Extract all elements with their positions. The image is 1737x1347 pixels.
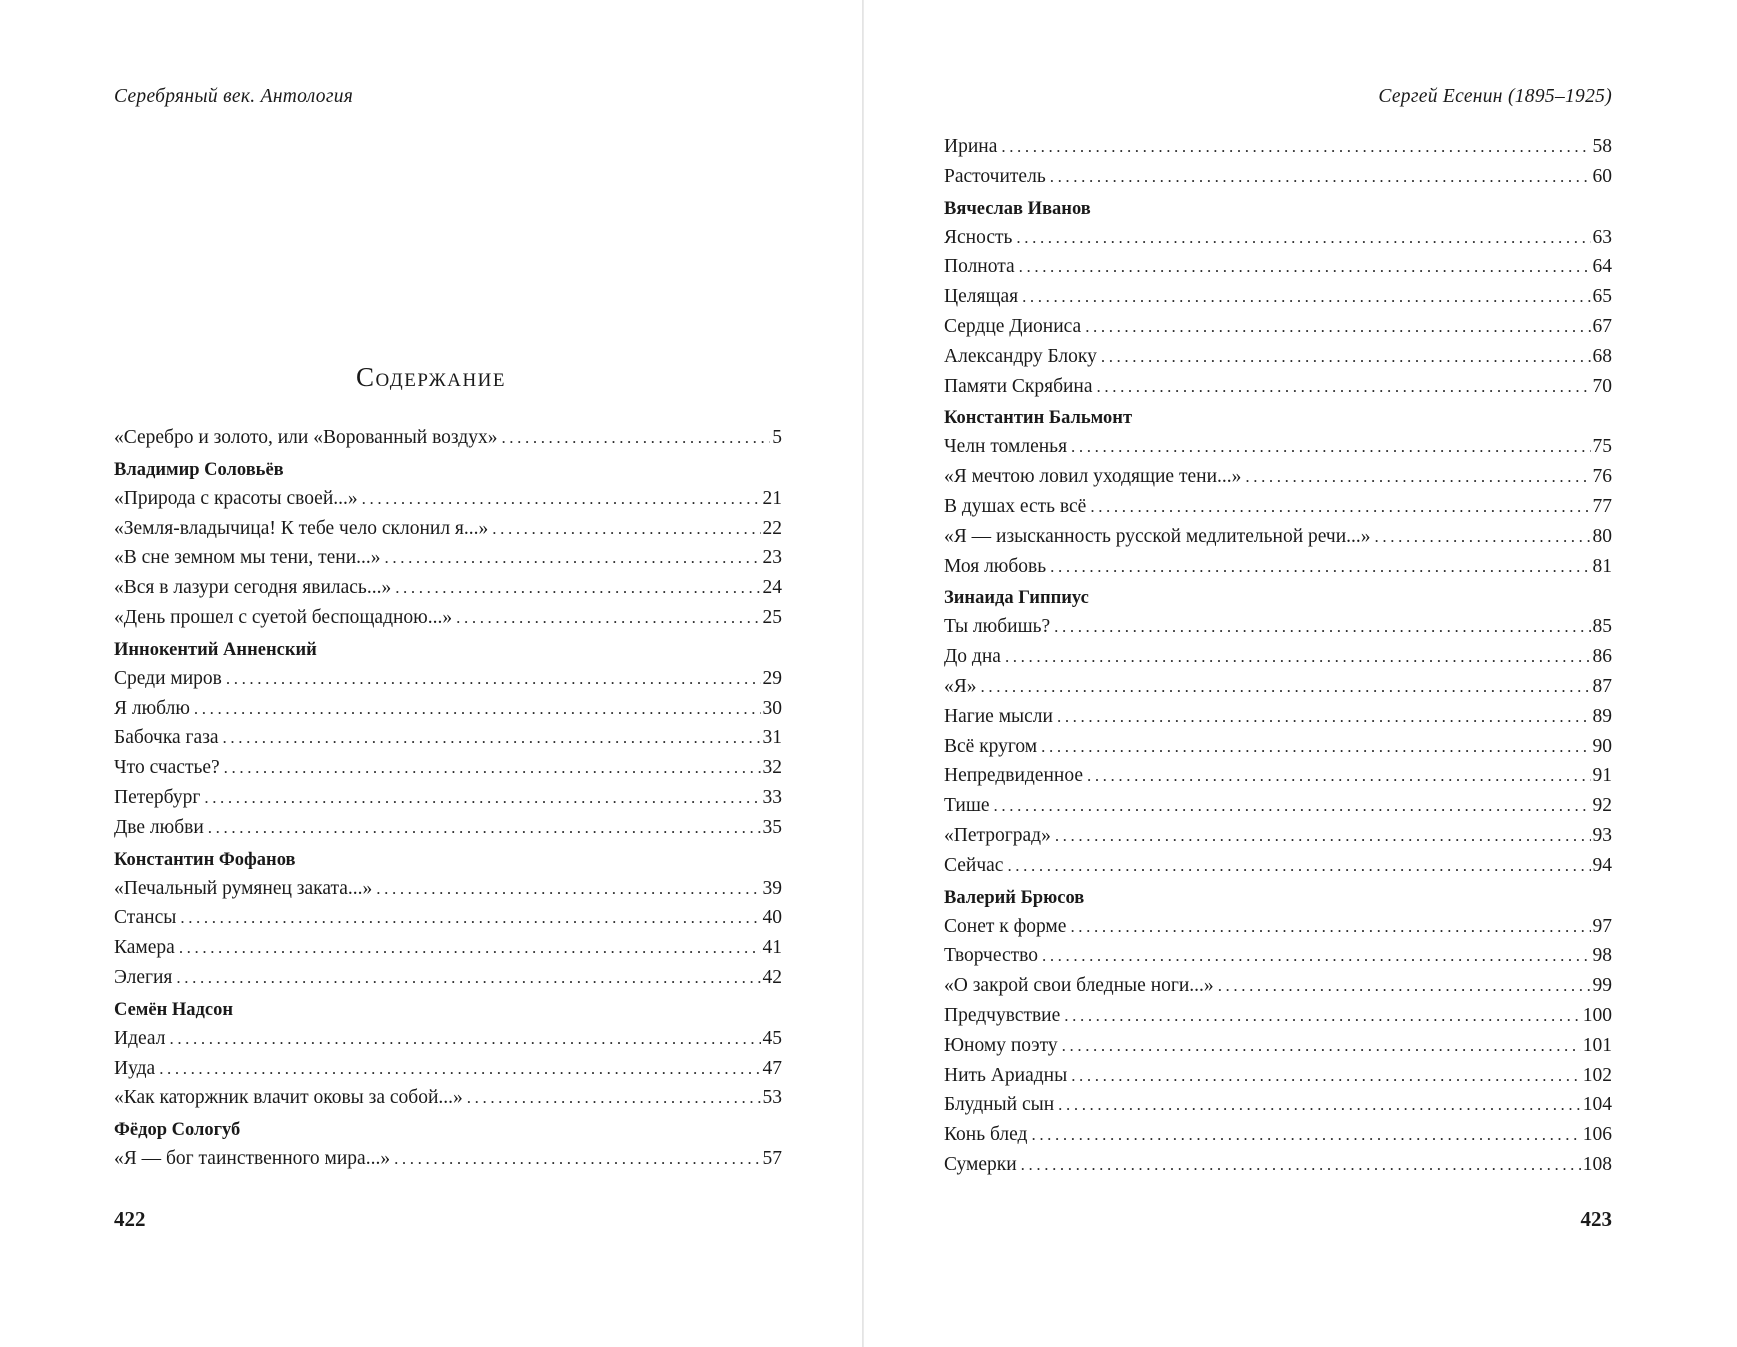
toc-entry-page: 104 <box>1582 1094 1612 1116</box>
dot-leader <box>1005 642 1591 672</box>
dot-leader <box>1071 1061 1581 1091</box>
dot-leader <box>224 753 761 783</box>
dot-leader <box>159 1054 760 1084</box>
toc-author-heading: Фёдор Сологуб <box>114 1120 241 1141</box>
toc-entry-page: 106 <box>1582 1124 1612 1146</box>
toc-entry-page: 33 <box>762 786 782 808</box>
toc-author-heading: Вячеслав Иванов <box>944 198 1091 219</box>
toc-entry[interactable] <box>114 874 782 904</box>
toc-entry[interactable] <box>114 664 782 694</box>
toc-entry-title: «В сне земном мы тени, тени...» <box>114 547 381 569</box>
toc-entry-page: 25 <box>762 606 782 628</box>
toc-entry-page: 45 <box>762 1027 782 1049</box>
toc-entry[interactable] <box>944 552 1612 582</box>
toc-entry-page: 41 <box>762 937 782 959</box>
dot-leader <box>226 664 761 694</box>
toc-entry-page: 77 <box>1592 495 1612 517</box>
toc-entry-page: 92 <box>1592 795 1612 817</box>
dot-leader <box>981 672 1591 702</box>
toc-entry[interactable] <box>114 423 782 453</box>
toc-entry[interactable] <box>944 432 1612 462</box>
toc-entry-title: Что счастье? <box>114 757 220 779</box>
toc-entry[interactable] <box>944 342 1612 372</box>
toc-entry-title: Петербург <box>114 786 201 808</box>
dot-leader <box>176 963 760 993</box>
toc-entry[interactable] <box>114 783 782 813</box>
toc-entry[interactable] <box>944 522 1612 552</box>
dot-leader <box>1245 462 1590 492</box>
toc-entry-page: 53 <box>762 1087 782 1109</box>
toc-entry-page: 65 <box>1592 286 1612 308</box>
toc-entry-title: Блудный сын <box>944 1094 1055 1116</box>
toc-entry[interactable] <box>944 912 1612 942</box>
toc-entry-page: 75 <box>1592 436 1612 458</box>
dot-leader <box>1064 1001 1580 1031</box>
toc-entry-title: Я люблю <box>114 697 190 719</box>
toc-entry[interactable] <box>114 603 782 633</box>
toc-entry-page: 101 <box>1582 1034 1612 1056</box>
toc-entry-page: 40 <box>762 907 782 929</box>
toc-entry-title: Творчество <box>944 945 1038 967</box>
toc-entry[interactable] <box>944 761 1612 791</box>
toc-entry-title: «Природа с красоты своей...» <box>114 487 358 509</box>
dot-leader <box>362 484 761 514</box>
toc-entry-page: 81 <box>1592 555 1612 577</box>
toc-entry-title: Непредвиденное <box>944 765 1083 787</box>
toc-entry[interactable] <box>944 672 1612 702</box>
toc-entry-title: Ирина <box>944 136 998 157</box>
dot-leader <box>1022 282 1590 312</box>
toc-entry-title: Стансы <box>114 907 177 929</box>
toc-entry-page: 87 <box>1592 675 1612 697</box>
toc-list-right <box>944 132 1612 1180</box>
toc-entry-title: Челн томленья <box>944 436 1068 458</box>
toc-entry[interactable] <box>114 1144 782 1174</box>
toc-entry-page: 99 <box>1592 975 1612 997</box>
toc-entry-title: Нагие мысли <box>944 705 1053 727</box>
dot-leader <box>179 933 761 963</box>
page-number-right: 423 <box>1580 1207 1612 1231</box>
toc-entry-page: 94 <box>1592 854 1612 876</box>
toc-entry-page: 5 <box>772 427 782 448</box>
toc-entry-title: Элегия <box>114 966 173 988</box>
dot-leader <box>1101 342 1591 372</box>
toc-entry-title: Сонет к форме <box>944 915 1067 937</box>
toc-entry-title: «Печальный румянец заката...» <box>114 877 373 899</box>
toc-entry-title: Тише <box>944 795 990 817</box>
toc-entry-title: «Серебро и золото, или «Ворованный воздух» <box>114 427 498 448</box>
toc-entry-title: Моя любовь <box>944 555 1047 577</box>
toc-entry[interactable] <box>944 1090 1612 1120</box>
toc-entry[interactable] <box>944 223 1612 253</box>
dot-leader <box>1090 492 1590 522</box>
toc-entry-title: Целящая <box>944 286 1019 308</box>
toc-entry-title: Среди миров <box>114 667 222 689</box>
toc-entry[interactable] <box>944 702 1612 732</box>
right-page <box>864 0 1737 1347</box>
left-page <box>0 0 862 1347</box>
toc-entry-title: Две любви <box>114 816 204 838</box>
toc-entry-page: 70 <box>1592 375 1612 397</box>
toc-entry-page: 58 <box>1592 136 1612 157</box>
dot-leader <box>1050 162 1591 192</box>
toc-entry-title: Предчувствие <box>944 1004 1061 1026</box>
toc-entry[interactable] <box>944 1120 1612 1150</box>
dot-leader <box>223 723 761 753</box>
dot-leader <box>180 903 760 933</box>
toc-entry[interactable] <box>944 162 1612 192</box>
toc-entry-title: Юному поэту <box>944 1034 1058 1056</box>
toc-entry[interactable] <box>944 791 1612 821</box>
dot-leader <box>1031 1120 1580 1150</box>
dot-leader <box>1057 702 1591 732</box>
toc-entry[interactable] <box>944 312 1612 342</box>
toc-entry-page: 31 <box>762 727 782 749</box>
dot-leader <box>492 514 760 544</box>
toc-entry-page: 47 <box>762 1057 782 1079</box>
toc-entry-title: «Я — бог таинственного мира...» <box>114 1148 391 1170</box>
toc-entry-page: 23 <box>762 547 782 569</box>
toc-entry-page: 29 <box>762 667 782 689</box>
toc-entry[interactable] <box>114 1024 782 1054</box>
toc-entry-title: Камера <box>114 937 175 959</box>
toc-entry-title: В душах есть всё <box>944 495 1087 517</box>
dot-leader <box>1007 851 1590 881</box>
dot-leader <box>1085 312 1590 342</box>
toc-entry[interactable] <box>114 933 782 963</box>
dot-leader <box>194 694 761 724</box>
toc-entry-title: До дна <box>944 646 1001 668</box>
dot-leader <box>1375 522 1591 552</box>
toc-entry-title: Конь блед <box>944 1124 1028 1146</box>
dot-leader <box>376 874 760 904</box>
dot-leader <box>394 1144 760 1174</box>
toc-entry[interactable] <box>944 282 1612 312</box>
toc-entry[interactable] <box>944 851 1612 881</box>
toc-entry-title: Нить Ариадны <box>944 1064 1068 1086</box>
toc-entry[interactable] <box>944 252 1612 282</box>
dot-leader <box>1016 223 1590 253</box>
toc-entry-page: 98 <box>1592 945 1612 967</box>
toc-entry-title: Бабочка газа <box>114 727 219 749</box>
dot-leader <box>395 573 760 603</box>
toc-entry-title: «Земля-владычица! К тебе чело склонил я...» <box>114 517 489 539</box>
toc-entry-title: «Я» <box>944 675 977 697</box>
toc-entry-title: «О закрой свои бледные ноги...» <box>944 975 1214 997</box>
toc-entry-title: Полнота <box>944 256 1015 278</box>
toc-entry-title: «Как каторжник влачит оковы за собой...» <box>114 1087 463 1109</box>
toc-entry-page: 89 <box>1592 705 1612 727</box>
toc-entry[interactable] <box>944 1061 1612 1091</box>
running-head-right: Сергей Есенин (1895–1925) <box>1378 86 1612 107</box>
toc-entry[interactable] <box>944 492 1612 522</box>
toc-entry[interactable] <box>944 1001 1612 1031</box>
toc-entry[interactable] <box>944 971 1612 1001</box>
toc-entry[interactable] <box>114 694 782 724</box>
dot-leader <box>1062 1031 1581 1061</box>
toc-author-heading: Семён Надсон <box>114 999 234 1020</box>
toc-entry[interactable] <box>944 132 1612 162</box>
toc-entry-page: 63 <box>1592 226 1612 248</box>
toc-entry[interactable] <box>944 462 1612 492</box>
dot-leader <box>1087 761 1591 791</box>
toc-entry-page: 102 <box>1582 1064 1612 1086</box>
toc-entry-page: 80 <box>1592 525 1612 547</box>
dot-leader <box>1019 252 1591 282</box>
toc-entry-page: 91 <box>1592 765 1612 787</box>
toc-entry[interactable] <box>114 573 782 603</box>
dot-leader <box>994 791 1591 821</box>
toc-entry-page: 97 <box>1592 915 1612 937</box>
toc-entry[interactable] <box>114 963 782 993</box>
toc-entry[interactable] <box>944 1031 1612 1061</box>
toc-entry-page: 32 <box>762 757 782 779</box>
toc-entry-page: 68 <box>1592 345 1612 367</box>
toc-entry-page: 85 <box>1592 616 1612 638</box>
dot-leader <box>1218 971 1591 1001</box>
dot-leader <box>1070 912 1590 942</box>
dot-leader <box>1041 732 1590 762</box>
toc-entry-title: «Я мечтою ловил уходящие тени...» <box>944 466 1242 488</box>
toc-entry-page: 35 <box>762 816 782 838</box>
toc-entry[interactable] <box>944 941 1612 971</box>
dot-leader <box>208 813 761 843</box>
toc-entry-title: «Петроград» <box>944 824 1051 846</box>
dot-leader <box>467 1083 761 1113</box>
toc-entry-page: 42 <box>762 966 782 988</box>
toc-entry[interactable] <box>944 732 1612 762</box>
toc-entry-page: 24 <box>762 577 782 599</box>
toc-entry-title: «Я — изысканность русской медлительной речи...» <box>944 525 1371 547</box>
toc-entry-page: 93 <box>1592 824 1612 846</box>
toc-entry-page: 100 <box>1582 1004 1612 1026</box>
toc-entry[interactable] <box>944 821 1612 851</box>
toc-title: Содержание <box>355 362 507 392</box>
toc-entry[interactable] <box>114 723 782 753</box>
toc-entry-title: Расточитель <box>944 165 1046 187</box>
dot-leader <box>1055 821 1591 851</box>
toc-entry-page: 108 <box>1582 1153 1612 1175</box>
toc-entry-page: 90 <box>1592 735 1612 757</box>
toc-author-heading: Иннокентий Анненский <box>114 639 317 660</box>
toc-author-heading: Константин Бальмонт <box>944 408 1133 429</box>
dot-leader <box>1054 612 1590 642</box>
dot-leader <box>1058 1090 1581 1120</box>
toc-entry-title: Всё кругом <box>944 735 1038 757</box>
toc-entry-page: 21 <box>762 487 782 509</box>
toc-entry-page: 67 <box>1592 315 1612 337</box>
toc-entry-title: Идеал <box>114 1027 166 1049</box>
dot-leader <box>456 603 760 633</box>
toc-author-heading: Валерий Брюсов <box>944 887 1085 908</box>
toc-author-heading: Зинаида Гиппиус <box>944 588 1089 609</box>
dot-leader <box>1021 1150 1581 1180</box>
toc-entry-title: Ясность <box>944 226 1013 248</box>
toc-entry-page: 22 <box>762 517 782 539</box>
dot-leader <box>385 543 761 573</box>
toc-entry[interactable] <box>944 1150 1612 1180</box>
toc-entry-title: Александру Блоку <box>944 345 1097 367</box>
toc-author-heading: Константин Фофанов <box>114 849 296 870</box>
toc-entry-title: Сейчас <box>944 854 1004 876</box>
dot-leader <box>1001 132 1590 162</box>
toc-entry-title: Сердце Диониса <box>944 315 1082 337</box>
toc-entry[interactable] <box>114 484 782 514</box>
toc-entry-page: 86 <box>1592 646 1612 668</box>
toc-entry-page: 60 <box>1592 165 1612 187</box>
dot-leader <box>1042 941 1591 971</box>
toc-entry-page: 57 <box>762 1148 782 1170</box>
running-head-left: Серебряный век. Антология <box>114 86 354 107</box>
toc-entry[interactable] <box>944 372 1612 402</box>
toc-list-left <box>114 423 782 1174</box>
dot-leader <box>1071 432 1590 462</box>
toc-entry[interactable] <box>114 753 782 783</box>
toc-entry[interactable] <box>944 642 1612 672</box>
toc-entry-title: Ты любишь? <box>944 616 1051 638</box>
dot-leader <box>169 1024 760 1054</box>
dot-leader <box>1050 552 1590 582</box>
dot-leader <box>1097 372 1591 402</box>
toc-entry-page: 39 <box>762 877 782 899</box>
toc-entry[interactable] <box>114 543 782 573</box>
toc-entry-title: Памяти Скрябина <box>944 375 1093 397</box>
toc-author-heading: Владимир Соловьёв <box>114 459 284 480</box>
toc-entry[interactable] <box>944 612 1612 642</box>
toc-entry-title: Сумерки <box>944 1153 1017 1175</box>
toc-entry-title: «Вся в лазури сегодня явилась...» <box>114 577 392 599</box>
toc-entry-page: 76 <box>1592 466 1612 488</box>
toc-entry[interactable] <box>114 1054 782 1084</box>
toc-entry-page: 30 <box>762 697 782 719</box>
toc-entry-page: 64 <box>1592 256 1612 278</box>
dot-leader <box>501 423 770 453</box>
toc-entry[interactable] <box>114 813 782 843</box>
toc-entry-title: «День прошел с суетой беспощадною...» <box>114 606 453 628</box>
page-number-left: 422 <box>114 1207 146 1231</box>
dot-leader <box>204 783 760 813</box>
toc-entry[interactable] <box>114 514 782 544</box>
toc-entry[interactable] <box>114 903 782 933</box>
toc-entry-title: Иуда <box>114 1057 156 1079</box>
toc-entry[interactable] <box>114 1083 782 1113</box>
